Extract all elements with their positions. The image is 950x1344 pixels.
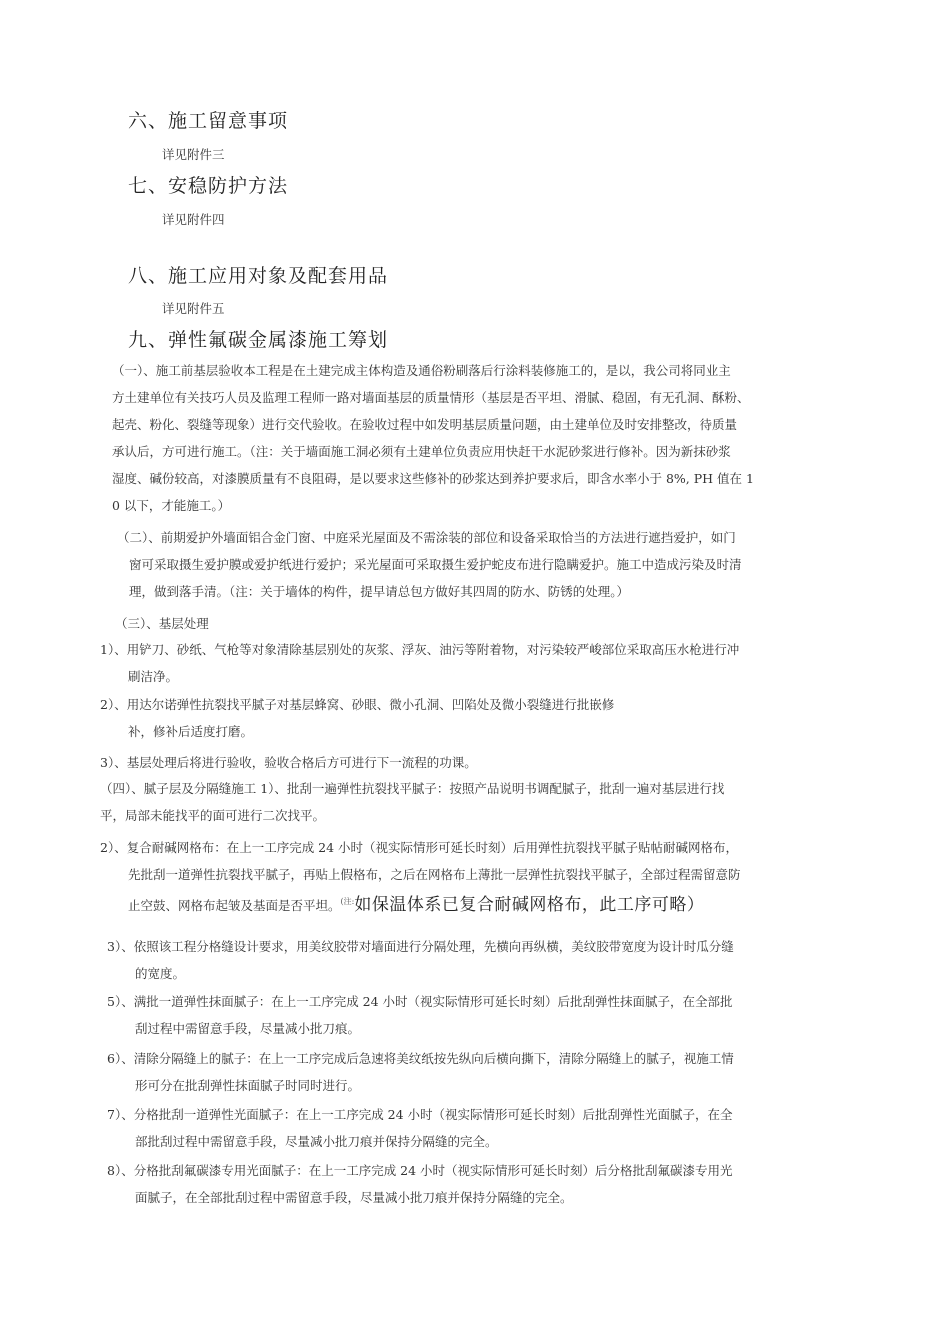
- note-text: 如保温体系已复合耐碱网格布，此工序可略）: [354, 895, 705, 915]
- paragraph-2-line: （二）、前期爱护外墙面铝合金门窗、中庭采光屋面及不需涂装的部位和设备采取恰当的方法进行遮挡爱护，如门: [117, 530, 736, 545]
- paragraph-2: [117, 524, 817, 605]
- item-2: [100, 691, 820, 745]
- paragraph-1-line: 承认后，方可进行施工。（注：关于墙面施工洞必须有土建单位负责应用快赶干水泥砂浆进行修补。因为新抹砂浆: [112, 444, 731, 459]
- item-4-2-line: 先批刮一道弹性抗裂找平腻子，再贴上假格布，之后在网格布上薄批一层弹性抗裂找平腻子，全部过程需留意防: [128, 867, 741, 882]
- item-4-5-line: 5）、满批一道弹性抹面腻子：在上一工序完成 24 小时（视实际情形可延长时刻）后批刮弹性抹面腻子，在全部批: [107, 994, 733, 1009]
- item-2-line: 2）、用达尔诺弹性抗裂找平腻子对基层蜂窝、砂眼、微小孔洞、凹陷处及微小裂缝进行批嵌修: [100, 697, 615, 712]
- item-4-2: [100, 834, 820, 919]
- paragraph-1-line: 0 以下，才能施工。）: [112, 498, 231, 513]
- item-4-3-line: 3）、依照该工程分格缝设计要求，用美纹胶带对墙面进行分隔处理，先横向再纵横，美纹胶带宽度为设计时瓜分缝: [107, 939, 734, 954]
- paragraph-2-line: 窗可采取摄生爱护膜或爱护纸进行爱护；采光屋面可采取摄生爱护蛇皮布进行隐瞒爱护。施工中造成污染及时清: [129, 557, 742, 572]
- item-1-line: 1）、用铲刀、砂纸、气枪等对象清除基层别处的灰浆、浮灰、油污等附着物，对污染较严峻部位采取高压水枪进行冲: [100, 642, 740, 657]
- item-4-8-line: 面腻子，在全部批刮过程中需留意手段，尽量减小批刀痕并保持分隔缝的完全。: [135, 1190, 573, 1205]
- item-1: [100, 636, 820, 690]
- item-4-5: [107, 988, 827, 1042]
- section-6-ref: 详见附件三: [162, 147, 225, 162]
- section-9-title: 九、弹性氟碳金属漆施工筹划: [128, 329, 389, 351]
- section-7-ref: 详见附件四: [162, 212, 225, 227]
- item-2-line: 补，修补后适度打磨。: [128, 724, 254, 739]
- item-4-7-line: 部批刮过程中需留意手段，尽量减小批刀痕并保持分隔缝的完全。: [135, 1134, 498, 1149]
- section-8-ref: 详见附件五: [162, 301, 225, 316]
- item-4-3: [107, 933, 827, 987]
- item-4-7-line: 7）、分格批刮一道弹性光面腻子：在上一工序完成 24 小时（视实际情形可延长时刻）后批刮弹性光面腻子，在全: [107, 1107, 733, 1122]
- section-7-title: 七、安稳防护方法: [128, 175, 289, 197]
- item-4-2-line: 2）、复合耐碱网格布：在上一工序完成 24 小时（视实际情形可延长时刻）后用弹性抗裂找平腻子贴帖耐碱网格布，: [100, 840, 739, 855]
- item-4-6-line: 6）、清除分隔缝上的腻子：在上一工序完成后急速将美纹纸按先纵向后横向撕下，清除分隔缝上的腻子，视施工情: [107, 1051, 734, 1066]
- section-6-title: 六、施工留意事项: [128, 110, 289, 132]
- item-4-3-line: 的宽度。: [135, 966, 186, 981]
- item-4-2-line: [100, 888, 820, 919]
- paragraph-1-line: 湿度、碱份较高，对漆膜质量有不良阻碍，是以要求这些修补的砂浆达到养护要求后，即含水率小于 8%, PH 值在 1: [112, 471, 754, 486]
- paragraph-2-line: 理，做到落手清。（注：关于墙体的构件，提早请总包方做好其四周的防水、防锈的处理。）: [129, 584, 630, 599]
- paragraph-3-title: （三）、基层处理: [115, 616, 209, 631]
- item-4-6: [107, 1045, 827, 1099]
- item-4-7: [107, 1101, 827, 1155]
- item-1-line: 刷洁净。: [128, 669, 179, 684]
- item-4-2-line-text: 止空鼓、网格布起皱及基面是否平坦。: [128, 898, 341, 913]
- paragraph-1-line: 起壳、粉化、裂缝等现象）进行交代验收。在验收过程中如发明基层质量问题，由土建单位及时安排整改，待质量: [112, 417, 738, 432]
- paragraph-4-line: （四）、腻子层及分隔缝施工 1）、批刮一遍弹性抗裂找平腻子：按照产品说明书调配腻子，批刮一遍对基层进行找: [100, 781, 725, 796]
- paragraph-4: [100, 775, 820, 829]
- item-4-8-line: 8）、分格批刮氟碳漆专用光面腻子：在上一工序完成 24 小时（视实际情形可延长时刻）后分格批刮氟碳漆专用光: [107, 1163, 733, 1178]
- paragraph-1: [112, 357, 822, 519]
- section-8-title: 八、施工应用对象及配套用品: [128, 265, 389, 287]
- paragraph-4-line: 平，局部未能找平的面可进行二次找平。: [100, 808, 326, 823]
- item-4-8: [107, 1157, 827, 1211]
- paragraph-1-line: 方土建单位有关技巧人员及监理工程师一路对墙面基层的质量情形（基层是否平坦、滑腻、稳固，有无孔洞、酥粉、: [112, 390, 750, 405]
- item-3: 3）、基层处理后将进行验收，验收合格后方可进行下一流程的功课。: [100, 755, 477, 770]
- paragraph-1-line: （一）、施工前基层验收本工程是在土建完成主体构造及通俗粉刷落后行涂料装修施工的，是以，我公司将同业主: [112, 363, 731, 378]
- item-4-6-line: 形可分在批刮弹性抹面腻子时同时进行。: [135, 1078, 361, 1093]
- note-marker: (注:: [340, 897, 355, 906]
- item-4-5-line: 刮过程中需留意手段，尽量减小批刀痕。: [135, 1021, 361, 1036]
